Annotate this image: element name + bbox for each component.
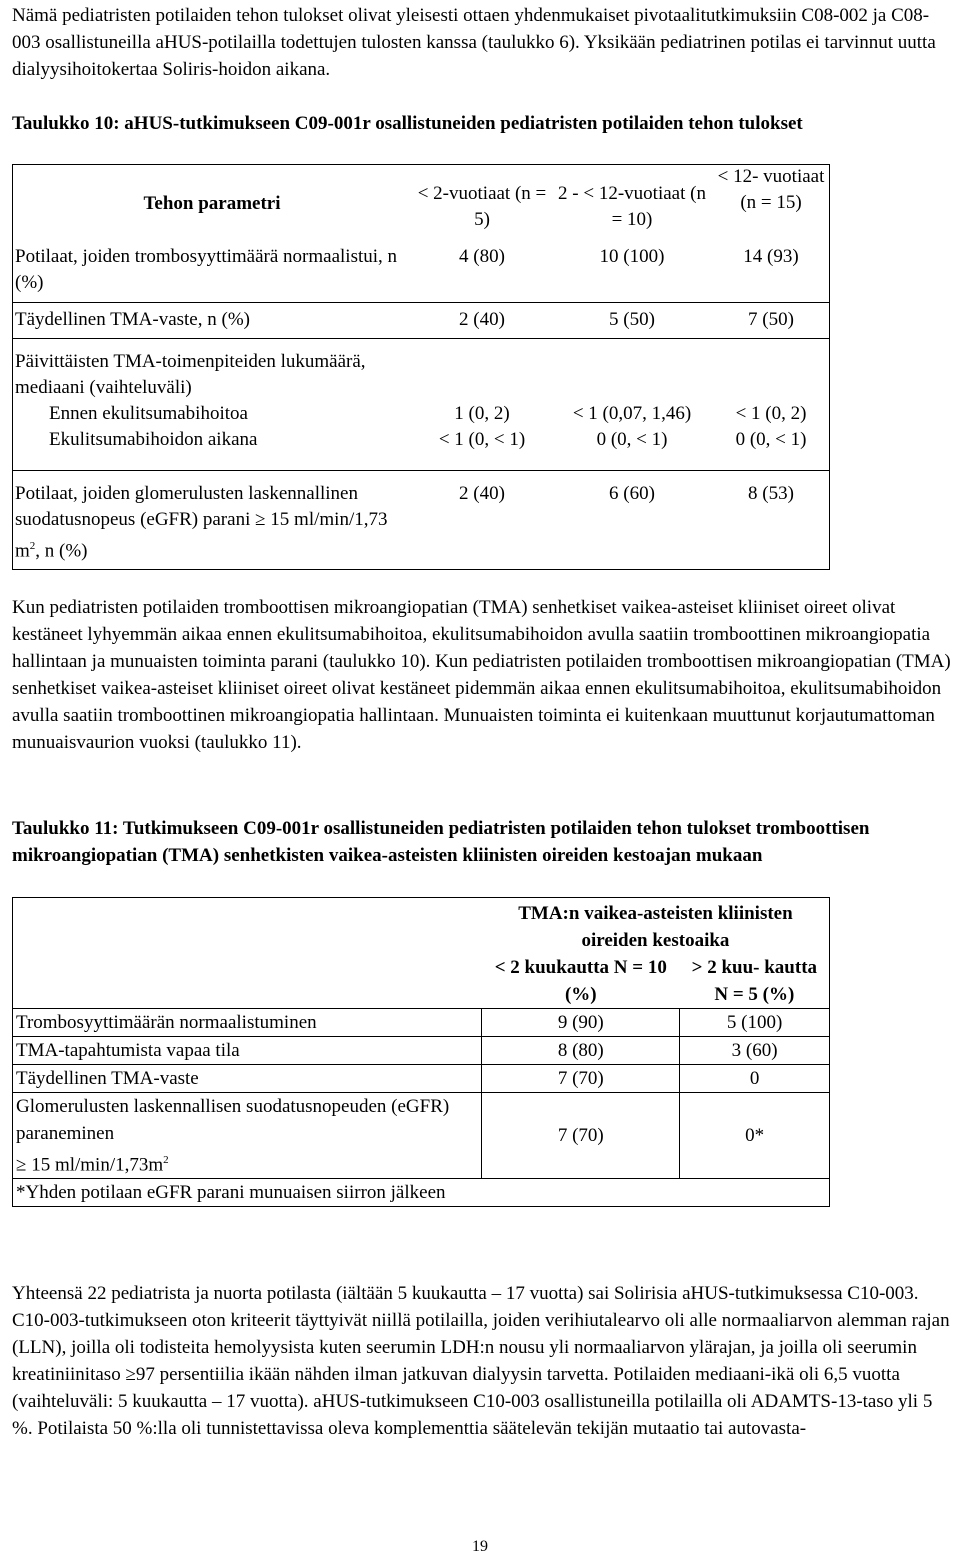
table11-col-header-row bbox=[13, 954, 830, 1009]
geq-symbol: ≥ bbox=[255, 508, 266, 530]
table-row bbox=[13, 1093, 830, 1179]
table11-corner bbox=[13, 954, 482, 1009]
table10-tma-label: Päivittäisten TMA-toimenpiteiden lukumäärä, mediaani (vaihteluväli) bbox=[15, 350, 366, 398]
table11-cell: 8 (80) bbox=[482, 1037, 680, 1065]
table-row bbox=[13, 1009, 830, 1037]
table11-cell: 5 (100) bbox=[680, 1009, 830, 1037]
table11-cell: 9 (90) bbox=[482, 1009, 680, 1037]
table10-cell: 2 (40) bbox=[412, 302, 552, 338]
table10-row-label: Täydellinen TMA-vaste, n (%) bbox=[12, 302, 412, 338]
table-row bbox=[13, 1037, 830, 1065]
table10-cell: 14 (93) bbox=[743, 246, 799, 267]
table10-tma-col1 bbox=[412, 338, 552, 470]
table10-egfr-text: Potilaat, joiden glomerulusten laskennallinen suodatusnopeus (eGFR) parani bbox=[15, 482, 358, 530]
table10-cell: < 1 (0,07, 1,46) bbox=[572, 402, 692, 424]
table10-cell: 2 (40) bbox=[412, 470, 552, 566]
table-row bbox=[12, 470, 830, 566]
table10-cell: 7 (50) bbox=[712, 302, 830, 338]
table10-tma-col2 bbox=[552, 338, 712, 470]
table11-group-header-row bbox=[13, 898, 830, 955]
table11-cell: 7 (70) bbox=[482, 1065, 680, 1093]
table10-header-row bbox=[12, 164, 830, 244]
table-row bbox=[12, 244, 830, 302]
body-paragraph: Yhteensä 22 pediatrista ja nuorta potilasta (iältään 5 kuukautta – 17 vuotta) sai Solirisia aHUS-tutkimuksessa C10-003. bbox=[12, 1283, 919, 1304]
table10-cell: 5 (50) bbox=[552, 302, 712, 338]
table10-header-param: Tehon parametri bbox=[143, 193, 281, 214]
table11-header-col2: > 2 kuu- kautta N = 5 (%) bbox=[680, 954, 830, 1009]
table11-header-col1: < 2 kuukautta N = 10 (%) bbox=[482, 954, 680, 1009]
table10-tma-sub2: Ekulitsumabihoidon aikana bbox=[49, 428, 258, 450]
table-row bbox=[13, 1065, 830, 1093]
superscript: 2 bbox=[163, 1154, 169, 1166]
table10-header-col3: < 12- vuotiaat (n = 15) bbox=[717, 166, 825, 213]
table10-cell: 1 (0, 2) bbox=[454, 402, 510, 424]
table11-cell: 0* bbox=[680, 1093, 830, 1179]
table11-cell: 7 (70) bbox=[482, 1093, 680, 1179]
table11-row-label: Trombosyyttimäärän normaalistuminen bbox=[13, 1009, 482, 1037]
table10-egfr-label bbox=[12, 470, 412, 566]
table10-tma-col3 bbox=[712, 338, 830, 470]
table10-egfr-unit: 15 ml/min/1,73 m bbox=[15, 508, 388, 561]
table10-cell: < 1 (0, 2) bbox=[735, 402, 807, 424]
table-row bbox=[12, 302, 830, 338]
table10-cell: 6 (60) bbox=[552, 470, 712, 566]
superscript: 2 bbox=[29, 539, 36, 552]
table10-cell: 8 (53) bbox=[712, 470, 830, 566]
table10-tma-sub1: Ennen ekulitsumabihoitoa bbox=[49, 402, 248, 424]
table11-caption: Taulukko 11: Tutkimukseen C09-001r osallistuneiden pediatristen potilaiden tehon tulokset tromboottisen mikroangiopatian (TMA) senhetkisten vaikea-asteisten kliinisten oireiden kestoajan mukaan bbox=[12, 818, 870, 866]
table11-cell: 3 (60) bbox=[680, 1037, 830, 1065]
intro-paragraph: Nämä pediatristen potilaiden tehon tulokset olivat yleisesti ottaen yhdenmukaiset pivotaalitutkimuksiin C08-002 ja C08-003 osallistuneilla aHUS-potilailla todettujen tulosten kanssa (taulukko 6). Yksikään pediatrinen potilas ei tarvinnut uutta dialyysihoitokertaa Soliris-hoidon aikana. bbox=[12, 5, 936, 80]
table10 bbox=[12, 164, 830, 566]
table10-header-col2: 2 - < 12-vuotiaat (n = 10) bbox=[558, 183, 706, 230]
closing-section bbox=[12, 1280, 952, 1442]
table11-footnote: *Yhden potilaan eGFR parani munuaisen siirron jälkeen bbox=[13, 1179, 830, 1207]
table11-row-label: Täydellinen TMA-vaste bbox=[13, 1065, 482, 1093]
body-paragraph: Kun pediatristen potilaiden tromboottisen mikroangiopatian (TMA) senhetkiset vaikea-asteiset kliiniset oireet olivat kestäneet lyhyemmän aikaa ennen ekulitsumabihoitoa, ekulitsumabihoidon avulla saatiin tromboottinen mikroangiopatia hallintaan ja munuaisten toiminta parani (taulukko 10). Kun pediatristen potilaiden tromboottisen mikroangiopatian (TMA) senhetkiset vaikea-asteiset kliiniset oireet olivat kestäneet pidemmän aikaa ennen ekulitsumabihoitoa, ekulitsumabihoidon avulla saatiin tromboottinen mikroangiopatia hallintaan. Munuaisten toiminta ei kuitenkaan muuttunut korjautumattoman munuaisvaurion vuoksi (taulukko 11). bbox=[12, 597, 951, 753]
table11-footnote-row bbox=[13, 1179, 830, 1207]
table10-cell: 10 (100) bbox=[599, 246, 665, 267]
table10-cell: < 1 (0, < 1) bbox=[438, 428, 526, 450]
table10-row-label: Potilaat, joiden trombosyyttimäärä normaalistui, n (%) bbox=[15, 246, 398, 293]
table11 bbox=[12, 897, 830, 1207]
table10-tma-label-cell bbox=[12, 338, 412, 470]
table10-cell: 0 (0, < 1) bbox=[735, 428, 807, 450]
table10-cell: 4 (80) bbox=[459, 246, 505, 267]
table11-egfr-label bbox=[13, 1093, 482, 1179]
table11-corner bbox=[13, 898, 482, 955]
table11-egfr-text: Glomerulusten laskennallisen suodatusnopeuden (eGFR) paraneminen bbox=[16, 1096, 450, 1144]
table10-cell: 0 (0, < 1) bbox=[596, 428, 668, 450]
table11-egfr-unit: 15 ml/min/1,73m bbox=[31, 1154, 164, 1176]
body-paragraph: C10-003-tutkimukseen oton kriteerit täyttyivät niillä potilailla, joiden verihiutalearvo oli alle normaaliarvon alemman rajan (LLN), joilla oli todisteita hemolyysista kuten seerumin LDH:n nousu yli normaaliarvon ylärajan, ja joilla oli seerumin kreatiniinitaso ≥97 persentiilia ikään nähden ilman jatkuvan dialyysin tarvetta. Potilaiden mediaani-ikä oli 6,5 vuotta (vaihteluväli: 5 kuukautta – 17 vuotta). aHUS-tutkimukseen C10-003 osallistuneilla potilailla oli ADAMTS-13-taso yli 5 %. Potilaista 50 %:lla oli tunnistettavissa oleva komplementtia säätelevän tekijän mutaatio tai autovasta- bbox=[12, 1310, 950, 1439]
table10-egfr-suffix: , n (%) bbox=[35, 539, 88, 561]
table11-cell: 0 bbox=[680, 1065, 830, 1093]
table10-caption: Taulukko 10: aHUS-tutkimukseen C09-001r osallistuneiden pediatristen potilaiden tehon tulokset bbox=[12, 113, 803, 134]
table-row bbox=[12, 338, 830, 470]
geq-symbol: ≥ bbox=[16, 1154, 27, 1176]
page-number: 19 bbox=[472, 1538, 488, 1555]
table11-row-label: TMA-tapahtumista vapaa tila bbox=[13, 1037, 482, 1065]
table10-header-col1: < 2-vuotiaat (n = 5) bbox=[417, 183, 547, 230]
table11-group-header: TMA:n vaikea-asteisten kliinisten oireiden kestoaika bbox=[482, 898, 830, 955]
